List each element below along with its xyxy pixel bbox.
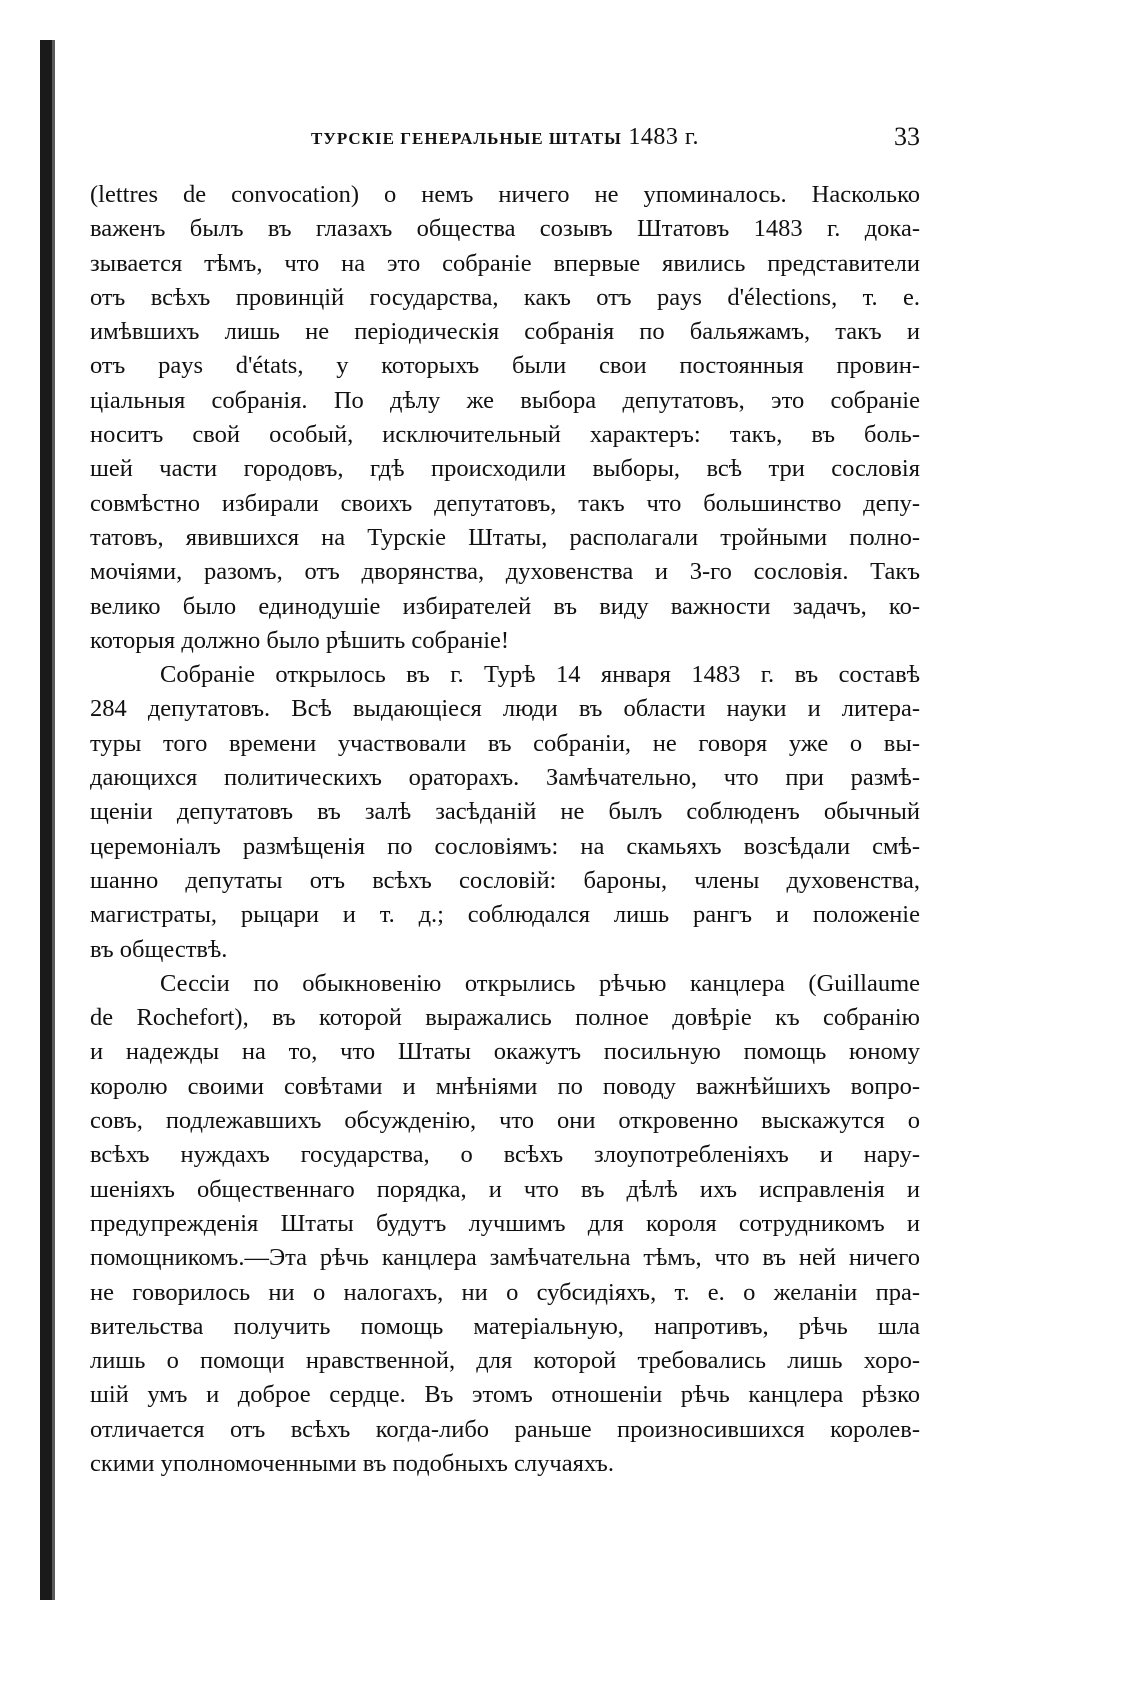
- text-line: носитъ свой особый, исключительный характеръ: такъ, въ боль-: [90, 421, 920, 449]
- paragraph: [90, 178, 920, 658]
- text-line: туры того времени участвовали въ собраніи, не говоря уже о вы-: [90, 729, 920, 757]
- text-line: Собраніе открылось въ г. Турѣ 14 января 1483 г. въ составѣ: [160, 661, 920, 689]
- text-line: (lettres de convocation) о немъ ничего не упоминалось. Насколько: [90, 181, 920, 208]
- page-number: 33: [894, 122, 920, 151]
- text-line: шеніяхъ общественнаго порядка, и что въ дѣлѣ ихъ исправленія и: [90, 1175, 920, 1203]
- running-title-caps: ТУРСКІЕ ГЕНЕРАЛЬНЫЕ ШТАТЫ: [311, 129, 622, 148]
- text-line: отличается отъ всѣхъ когда-либо раньше произносившихся королев-: [90, 1415, 920, 1443]
- text-line: всѣхъ нуждахъ государства, о всѣхъ злоупотребленіяхъ и нару-: [90, 1141, 920, 1169]
- text-line: не говорилось ни о налогахъ, ни о субсидіяхъ, т. е. о желаніи пра-: [90, 1278, 920, 1306]
- text-line: зывается тѣмъ, что на это собраніе впервые явились представители: [90, 249, 920, 277]
- body-text: [90, 178, 920, 1481]
- text-line: шанно депутаты отъ всѣхъ сословій: бароны, члены духовенства,: [90, 866, 920, 894]
- text-line: совмѣстно избирали своихъ депутатовъ, такъ что большинство депу-: [90, 489, 920, 517]
- text-line: отъ pays d'états, у которыхъ были свои постоянныя провин-: [90, 352, 920, 380]
- text-line: магистраты, рыцари и т. д.; соблюдался лишь рангъ и положеніе: [90, 901, 920, 929]
- text-line: лишь о помощи нравственной, для которой требовались лишь хоро-: [90, 1347, 920, 1375]
- text-line: церемоніалъ размѣщенія по сословіямъ: на скамьяхъ возсѣдали смѣ-: [90, 832, 920, 860]
- text-line: которыя должно было рѣшить собраніе!: [90, 626, 510, 654]
- text-line: шій умъ и доброе сердце. Въ этомъ отношеніи рѣчь канцлера рѣзко: [90, 1381, 920, 1409]
- running-title: [90, 124, 920, 151]
- running-title-year: 1483 г.: [628, 124, 699, 150]
- paragraph: [90, 967, 920, 1481]
- text-line: Сессіи по обыкновенію открылись рѣчью канцлера (Guillaume: [160, 969, 920, 997]
- text-line: велико было единодушіе избирателей въ виду важности задачъ, ко-: [90, 592, 920, 620]
- text-line: щеніи депутатовъ въ залѣ засѣданій не былъ соблюденъ обычный: [90, 798, 920, 826]
- text-line: мочіями, разомъ, отъ дворянства, духовенства и 3-го сословія. Такъ: [90, 558, 920, 586]
- text-line: предупрежденія Штаты будутъ лучшимъ для короля сотрудникомъ и: [90, 1209, 920, 1237]
- text-line: помощникомъ.—Эта рѣчь канцлера замѣчательна тѣмъ, что въ ней ничего: [90, 1244, 920, 1272]
- page-binding-edge: [40, 40, 52, 1600]
- page-header: [90, 118, 920, 158]
- text-line: и надежды на то, что Штаты окажутъ посильную помощь юному: [90, 1038, 920, 1066]
- text-line: королю своими совѣтами и мнѣніями по поводу важнѣйшихъ вопро-: [90, 1072, 920, 1100]
- text-line: въ обществѣ.: [90, 935, 228, 963]
- text-line: шей части городовъ, гдѣ происходили выборы, всѣ три сословія: [90, 455, 920, 483]
- text-line: дающихся политическихъ ораторахъ. Замѣчательно, что при размѣ-: [90, 764, 920, 792]
- text-line: важенъ былъ въ глазахъ общества созывъ Штатовъ 1483 г. дока-: [90, 215, 920, 243]
- text-line: отъ всѣхъ провинцій государства, какъ отъ pays d'élections, т. е.: [90, 283, 920, 311]
- paragraph: [90, 658, 920, 967]
- text-line: вительства получить помощь матеріальную, напротивъ, рѣчь шла: [90, 1312, 920, 1340]
- text-line: скими уполномоченными въ подобныхъ случаяхъ.: [90, 1449, 614, 1477]
- text-line: de Rochefort), въ которой выражались полное довѣріе къ собранію: [90, 1004, 920, 1032]
- text-line: совъ, подлежавшихъ обсужденію, что они откровенно выскажутся о: [90, 1107, 920, 1135]
- text-line: 284 депутатовъ. Всѣ выдающіеся люди въ области науки и литера-: [90, 695, 920, 723]
- text-line: татовъ, явившихся на Турскіе Штаты, располагали тройными полно-: [90, 523, 920, 551]
- text-line: имѣвшихъ лишь не періодическія собранія по бальяжамъ, такъ и: [90, 318, 920, 346]
- text-line: ціальныя собранія. По дѣлу же выбора депутатовъ, это собраніе: [90, 386, 920, 414]
